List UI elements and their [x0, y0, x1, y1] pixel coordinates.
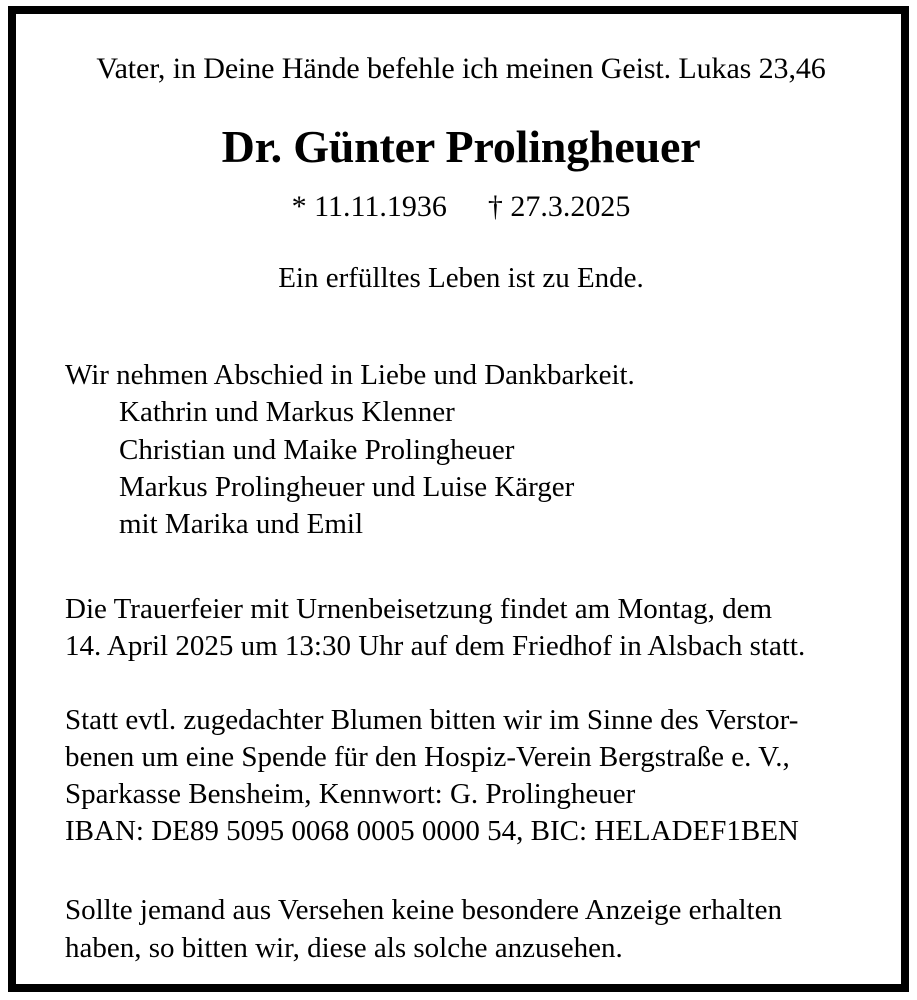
farewell-block — [65, 357, 857, 544]
donation-text — [65, 702, 857, 850]
notice-border-frame — [8, 6, 909, 992]
death-symbol: † — [487, 190, 503, 224]
donation-line-2: benen um eine Spende für den Hospiz-Verein Bergstraße e. V., — [65, 741, 790, 774]
obituary-content — [65, 52, 857, 967]
ceremony-details-block — [65, 591, 857, 665]
donation-bank-line: Sparkasse Bensheim, Kennwort: G. Prolingheuer — [65, 778, 636, 811]
donation-line-1: Statt evtl. zugedachter Blumen bitten wir im Sinne des Verstor- — [65, 704, 799, 737]
birth-date: 11.11.1936 — [314, 190, 447, 224]
life-dates — [65, 190, 857, 223]
birth-symbol: * — [291, 190, 307, 224]
list-item: Christian und Maike Prolingheuer — [119, 433, 515, 466]
list-item: Markus Prolingheuer und Luise Kärger — [119, 471, 575, 503]
apology-text — [65, 892, 857, 966]
scripture-quote: Vater, in Deine Hände befehle ich meinen Geist. Lukas 23,46 — [96, 52, 826, 85]
epitaph-line: Ein erfülltes Leben ist zu Ende. — [278, 262, 644, 295]
family-member-list — [65, 394, 857, 544]
list-item: Kathrin und Markus Klenner — [119, 396, 455, 429]
apology-line-1: Sollte jemand aus Versehen keine besondere Anzeige erhalten — [65, 894, 782, 927]
farewell-line: Wir nehmen Abschied in Liebe und Dankbarkeit. — [65, 359, 635, 392]
ceremony-line-2: 14. April 2025 um 13:30 Uhr auf dem Friedhof in Alsbach statt. — [65, 629, 806, 662]
list-item: mit Marika und Emil — [119, 508, 364, 541]
apology-block — [65, 892, 857, 966]
ceremony-text — [65, 591, 857, 665]
donation-iban-bic-line: IBAN: DE89 5095 0068 0005 0000 54, BIC: HELADEF1BEN — [65, 815, 799, 848]
ceremony-line-1: Die Trauerfeier mit Urnenbeisetzung findet am Montag, dem — [65, 592, 773, 625]
death-date: 27.3.2025 — [510, 190, 631, 224]
apology-line-2: haben, so bitten wir, diese als solche anzusehen. — [65, 931, 623, 964]
deceased-name: Dr. Günter Prolingheuer — [221, 120, 701, 172]
donation-request-block — [65, 702, 857, 850]
